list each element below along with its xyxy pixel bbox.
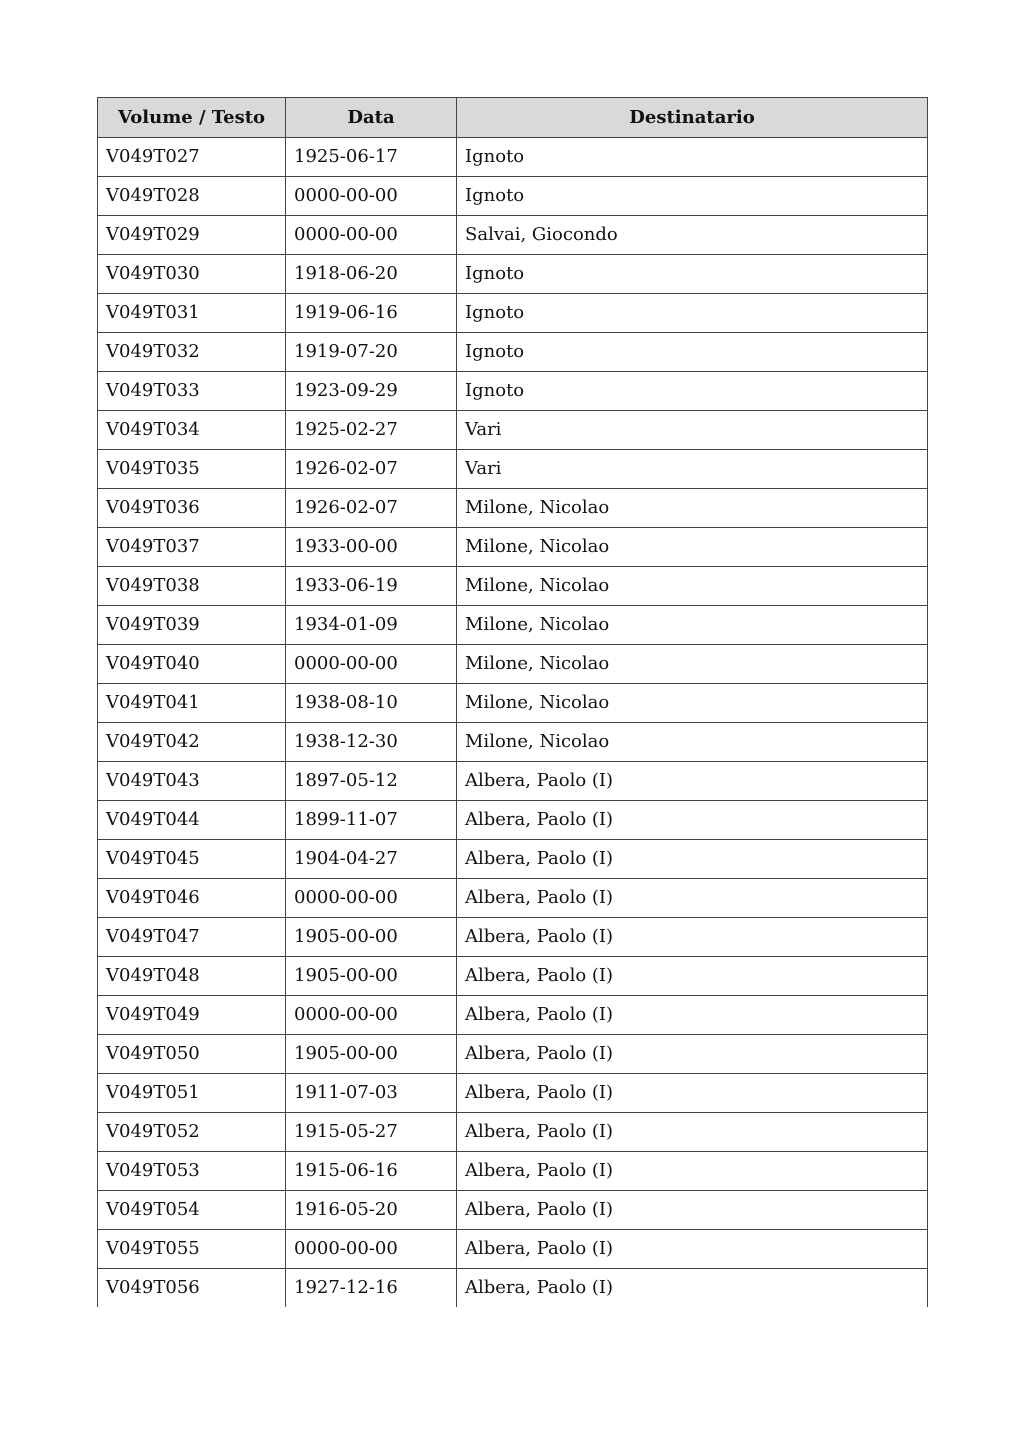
table-row <box>98 138 928 177</box>
cell-data: 0000-00-00 <box>286 216 457 255</box>
table-row <box>98 294 928 333</box>
table-row <box>98 567 928 606</box>
cell-volume-testo: V049T038 <box>98 567 286 606</box>
cell-volume-testo: V049T033 <box>98 372 286 411</box>
table-row <box>98 762 928 801</box>
header-data: Data <box>286 98 457 138</box>
cell-volume-testo: V049T036 <box>98 489 286 528</box>
table-row <box>98 333 928 372</box>
cell-destinatario: Ignoto <box>457 372 928 411</box>
cell-volume-testo: V049T032 <box>98 333 286 372</box>
table-row <box>98 801 928 840</box>
cell-volume-testo: V049T047 <box>98 918 286 957</box>
cell-volume-testo: V049T039 <box>98 606 286 645</box>
cell-data: 1927-12-16 <box>286 1269 457 1308</box>
cell-volume-testo: V049T042 <box>98 723 286 762</box>
cell-destinatario: Albera, Paolo (I) <box>457 879 928 918</box>
cell-destinatario: Albera, Paolo (I) <box>457 1035 928 1074</box>
table-body <box>98 138 928 1308</box>
cell-data: 1899-11-07 <box>286 801 457 840</box>
table-row <box>98 723 928 762</box>
cell-destinatario: Albera, Paolo (I) <box>457 1230 928 1269</box>
cell-volume-testo: V049T027 <box>98 138 286 177</box>
table-row <box>98 411 928 450</box>
cell-destinatario: Albera, Paolo (I) <box>457 1152 928 1191</box>
cell-destinatario: Albera, Paolo (I) <box>457 996 928 1035</box>
cell-volume-testo: V049T056 <box>98 1269 286 1308</box>
cell-data: 1925-06-17 <box>286 138 457 177</box>
cell-destinatario: Milone, Nicolao <box>457 684 928 723</box>
cell-data: 1915-05-27 <box>286 1113 457 1152</box>
cell-destinatario: Milone, Nicolao <box>457 528 928 567</box>
cell-destinatario: Albera, Paolo (I) <box>457 918 928 957</box>
table-row <box>98 840 928 879</box>
cell-data: 1905-00-00 <box>286 918 457 957</box>
cell-data: 1926-02-07 <box>286 450 457 489</box>
cell-volume-testo: V049T055 <box>98 1230 286 1269</box>
cell-volume-testo: V049T046 <box>98 879 286 918</box>
cell-data: 1919-07-20 <box>286 333 457 372</box>
cell-destinatario: Ignoto <box>457 333 928 372</box>
header-destinatario: Destinatario <box>457 98 928 138</box>
cell-data: 1934-01-09 <box>286 606 457 645</box>
cell-data: 1916-05-20 <box>286 1191 457 1230</box>
table-row <box>98 489 928 528</box>
cell-destinatario: Milone, Nicolao <box>457 723 928 762</box>
table-row <box>98 957 928 996</box>
cell-destinatario: Albera, Paolo (I) <box>457 957 928 996</box>
header-row <box>98 98 928 138</box>
cell-destinatario: Milone, Nicolao <box>457 606 928 645</box>
cell-destinatario: Vari <box>457 411 928 450</box>
cell-volume-testo: V049T045 <box>98 840 286 879</box>
table-row <box>98 1269 928 1308</box>
cell-data: 1925-02-27 <box>286 411 457 450</box>
table-row <box>98 528 928 567</box>
cell-data: 1897-05-12 <box>286 762 457 801</box>
table-row <box>98 879 928 918</box>
table-row <box>98 1230 928 1269</box>
cell-data: 0000-00-00 <box>286 879 457 918</box>
cell-data: 0000-00-00 <box>286 996 457 1035</box>
cell-volume-testo: V049T049 <box>98 996 286 1035</box>
cell-volume-testo: V049T040 <box>98 645 286 684</box>
cell-volume-testo: V049T041 <box>98 684 286 723</box>
cell-destinatario: Ignoto <box>457 294 928 333</box>
cell-destinatario: Albera, Paolo (I) <box>457 1113 928 1152</box>
table-row <box>98 1074 928 1113</box>
cell-destinatario: Salvai, Giocondo <box>457 216 928 255</box>
cell-data: 1911-07-03 <box>286 1074 457 1113</box>
cell-data: 1938-12-30 <box>286 723 457 762</box>
cell-volume-testo: V049T029 <box>98 216 286 255</box>
cell-data: 1915-06-16 <box>286 1152 457 1191</box>
cell-data: 0000-00-00 <box>286 177 457 216</box>
table-row <box>98 450 928 489</box>
table-row <box>98 255 928 294</box>
cell-volume-testo: V049T034 <box>98 411 286 450</box>
cell-volume-testo: V049T028 <box>98 177 286 216</box>
cell-data: 1919-06-16 <box>286 294 457 333</box>
table-row <box>98 1035 928 1074</box>
cell-destinatario: Albera, Paolo (I) <box>457 801 928 840</box>
cell-destinatario: Milone, Nicolao <box>457 489 928 528</box>
cell-volume-testo: V049T051 <box>98 1074 286 1113</box>
cell-volume-testo: V049T030 <box>98 255 286 294</box>
cell-volume-testo: V049T053 <box>98 1152 286 1191</box>
letters-table <box>97 97 928 1307</box>
cell-volume-testo: V049T054 <box>98 1191 286 1230</box>
cell-volume-testo: V049T052 <box>98 1113 286 1152</box>
cell-destinatario: Albera, Paolo (I) <box>457 1191 928 1230</box>
cell-data: 0000-00-00 <box>286 1230 457 1269</box>
header-volume-testo: Volume / Testo <box>98 98 286 138</box>
cell-volume-testo: V049T043 <box>98 762 286 801</box>
table-row <box>98 177 928 216</box>
table-row <box>98 1113 928 1152</box>
table-row <box>98 645 928 684</box>
cell-data: 1926-02-07 <box>286 489 457 528</box>
cell-data: 1933-06-19 <box>286 567 457 606</box>
cell-destinatario: Ignoto <box>457 138 928 177</box>
cell-data: 1905-00-00 <box>286 1035 457 1074</box>
cell-volume-testo: V049T044 <box>98 801 286 840</box>
table-row <box>98 996 928 1035</box>
cell-data: 1905-00-00 <box>286 957 457 996</box>
cell-data: 1933-00-00 <box>286 528 457 567</box>
cell-destinatario: Albera, Paolo (I) <box>457 840 928 879</box>
cell-destinatario: Albera, Paolo (I) <box>457 762 928 801</box>
cell-data: 1904-04-27 <box>286 840 457 879</box>
table-header <box>98 98 928 138</box>
cell-data: 1918-06-20 <box>286 255 457 294</box>
cell-data: 1938-08-10 <box>286 684 457 723</box>
cell-destinatario: Milone, Nicolao <box>457 567 928 606</box>
cell-volume-testo: V049T050 <box>98 1035 286 1074</box>
table-row <box>98 372 928 411</box>
cell-destinatario: Albera, Paolo (I) <box>457 1074 928 1113</box>
table-row <box>98 1191 928 1230</box>
cell-data: 1923-09-29 <box>286 372 457 411</box>
cell-volume-testo: V049T031 <box>98 294 286 333</box>
table-row <box>98 606 928 645</box>
cell-volume-testo: V049T037 <box>98 528 286 567</box>
cell-volume-testo: V049T048 <box>98 957 286 996</box>
table-row <box>98 918 928 957</box>
cell-destinatario: Ignoto <box>457 255 928 294</box>
table-row <box>98 684 928 723</box>
table-row <box>98 1152 928 1191</box>
cell-data: 0000-00-00 <box>286 645 457 684</box>
cell-volume-testo: V049T035 <box>98 450 286 489</box>
cell-destinatario: Albera, Paolo (I) <box>457 1269 928 1308</box>
cell-destinatario: Vari <box>457 450 928 489</box>
cell-destinatario: Milone, Nicolao <box>457 645 928 684</box>
cell-destinatario: Ignoto <box>457 177 928 216</box>
table-row <box>98 216 928 255</box>
